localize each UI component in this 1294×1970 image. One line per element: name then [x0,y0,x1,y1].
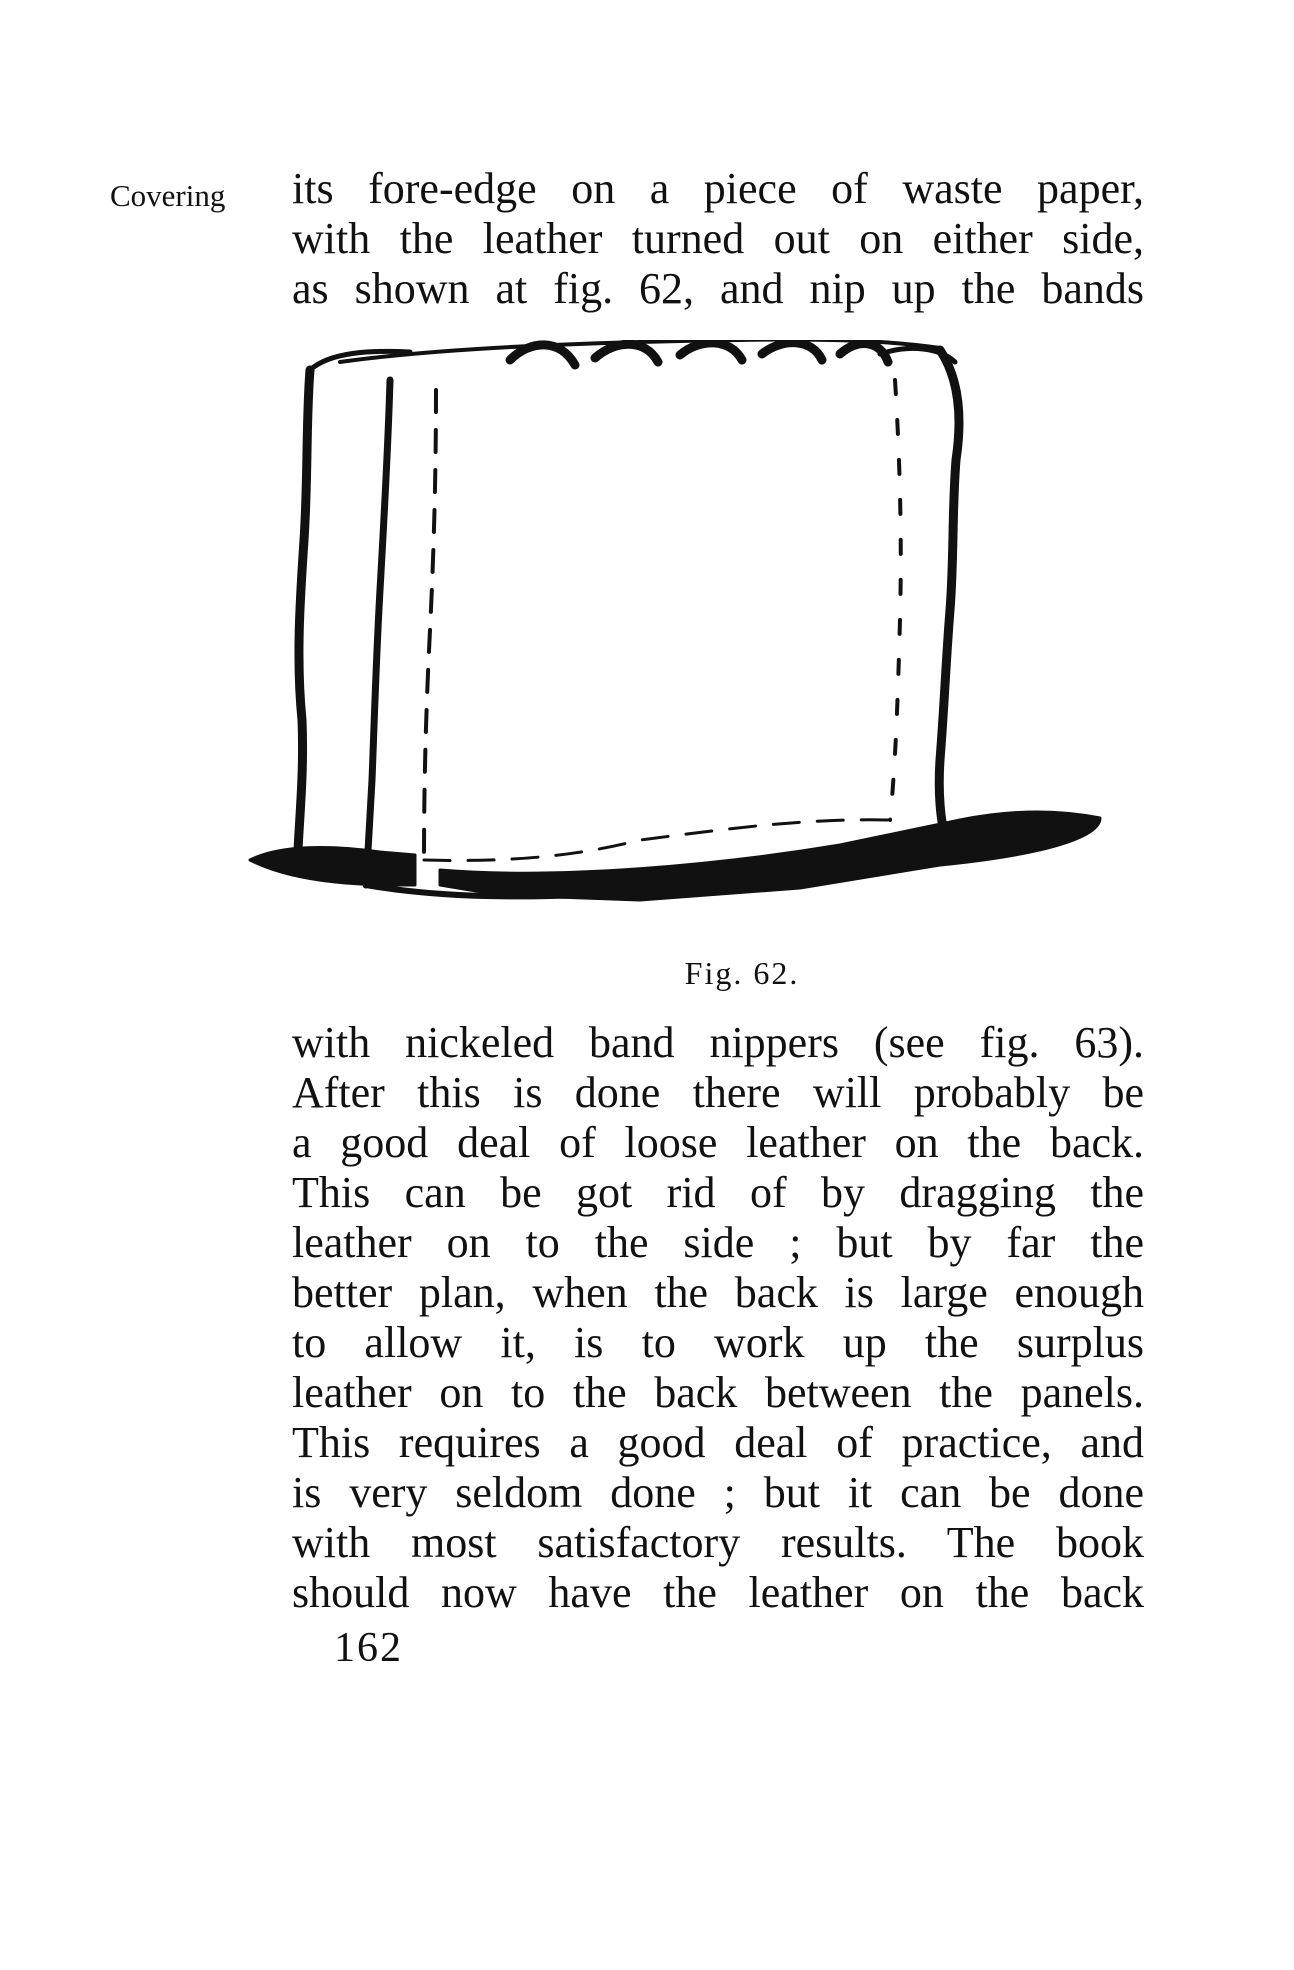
text-line: is very seldom done ; but it can be done [292,1468,1144,1517]
band [680,343,742,360]
dashed-line-right [890,380,901,820]
band [840,344,888,362]
text-line: should now have the leather on the back [292,1568,1144,1617]
band [595,344,658,362]
book-right-edge [939,350,959,840]
band [510,345,575,365]
text-line: This requires a good deal of practice, and [292,1418,1144,1467]
band [762,343,822,360]
leather-flap-right [440,812,1100,900]
book-left-edge [366,380,390,885]
text-line: with most satisfactory results. The book [292,1518,1144,1567]
body-paragraph [292,1018,1144,1618]
figure-caption: Fig. 62. [684,955,800,991]
left-cover [298,370,310,850]
text-line: After this is done there will probably be [292,1068,1144,1117]
text-line: with nickeled band nippers (see fig. 63). [292,1018,1144,1067]
text-line: its fore-edge on a piece of waste paper, [292,164,1144,213]
text-line: with the leather turned out on either side, [292,214,1144,263]
dashed-line-left [424,390,436,860]
text-line: better plan, when the back is large enough [292,1268,1144,1317]
leather-flap-left [250,847,415,885]
page-number: 162 [334,1625,403,1671]
top-paragraph [292,164,1144,314]
text-line: as shown at fig. 62, and nip up the bands [292,264,1144,313]
text-line: a good deal of loose leather on the back. [292,1118,1144,1167]
book-illustration [240,340,1140,960]
text-line: leather on to the side ; but by far the [292,1218,1144,1267]
text-line: to allow it, is to work up the surplus [292,1318,1144,1367]
text-line: leather on to the back between the panels. [292,1368,1144,1417]
text-line: This can be got rid of by dragging the [292,1168,1144,1217]
margin-note: Covering [110,178,226,213]
